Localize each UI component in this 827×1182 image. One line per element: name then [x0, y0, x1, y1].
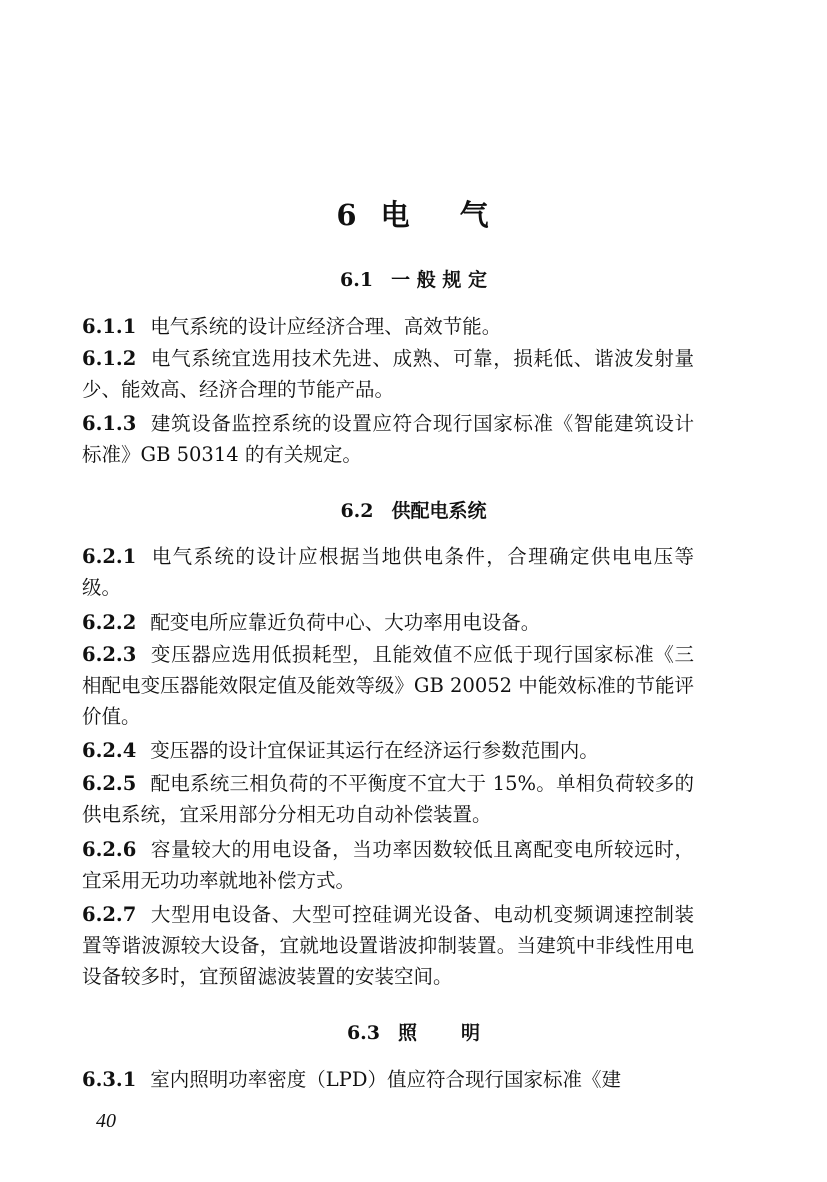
clause-6-1-1 [82, 311, 694, 342]
clause-number: 6.2.7 [82, 903, 137, 926]
clause-text: 电气系统的设计应根据当地供电条件，合理确定供电电压等级。 [82, 545, 694, 599]
section-title-word-2: 明 [461, 1022, 481, 1044]
clause-number: 6.2.5 [82, 772, 137, 795]
clause-number: 6.2.3 [82, 643, 137, 666]
chapter-title-word-1: 电 [380, 198, 412, 232]
section-title-word-1: 照 [398, 1022, 418, 1044]
section-6-3-heading [0, 1018, 827, 1045]
section-title-text: 一 般 规 定 [391, 269, 487, 291]
clause-number: 6.2.6 [82, 838, 137, 861]
clause-6-1-3 [82, 408, 694, 470]
clause-6-2-1 [82, 541, 694, 603]
clause-text: 变压器的设计宜保证其运行在经济运行参数范围内。 [150, 739, 599, 762]
clause-text: 大型用电设备、大型可控硅调光设备、电动机变频调速控制装置等谐波源较大设备，宜就地设置谐波抑制装置。当建筑中非线性用电设备较多时，宜预留滤波装置的安装空间。 [82, 903, 694, 988]
clause-text: 变压器应选用低损耗型，且能效值不应低于现行国家标准《三相配电变压器能效限定值及能效等级》GB 20052 中能效标准的节能评价值。 [82, 643, 694, 728]
page-number: 40 [96, 1110, 116, 1132]
clause-number: 6.1.2 [82, 347, 137, 370]
clause-number: 6.2.4 [82, 739, 137, 762]
chapter-title-word-2: 气 [459, 198, 491, 232]
section-6-2-heading [0, 496, 827, 523]
clause-6-2-7 [82, 899, 694, 992]
section-6-1-heading [0, 265, 827, 292]
clause-text: 建筑设备监控系统的设置应符合现行国家标准《智能建筑设计标准》GB 50314 的有关规定。 [82, 412, 694, 466]
clause-text: 电气系统宜选用技术先进、成熟、可靠，损耗低、谐波发射量少、能效高、经济合理的节能产品。 [82, 347, 694, 401]
clause-text: 配电系统三相负荷的不平衡度不宜大于 15%。单相负荷较多的供电系统，宜采用部分分相无功自动补偿装置。 [82, 772, 694, 826]
clause-number: 6.1.3 [82, 412, 137, 435]
clause-text: 电气系统的设计应经济合理、高效节能。 [150, 315, 502, 338]
clause-text: 配变电所应靠近负荷中心、大功率用电设备。 [150, 611, 541, 634]
chapter-number: 6 [336, 198, 359, 232]
section-number: 6.2 [340, 500, 374, 522]
chapter-title [0, 193, 827, 234]
clause-6-3-1 [82, 1064, 694, 1095]
section-number: 6.3 [346, 1022, 381, 1044]
clause-6-1-2 [82, 343, 694, 405]
clause-6-2-4 [82, 735, 694, 766]
clause-number: 6.3.1 [82, 1068, 137, 1091]
clause-6-2-5 [82, 768, 694, 830]
clause-number: 6.1.1 [82, 315, 137, 338]
clause-number: 6.2.1 [82, 545, 137, 568]
section-title-text: 供配电系统 [391, 500, 487, 522]
clause-text: 室内照明功率密度（LPD）值应符合现行国家标准《建 [150, 1068, 622, 1091]
clause-number: 6.2.2 [82, 611, 137, 634]
clause-6-2-6 [82, 834, 694, 896]
clause-text: 容量较大的用电设备，当功率因数较低且离配变电所较远时，宜采用无功功率就地补偿方式。 [82, 838, 694, 892]
clause-6-2-3 [82, 639, 694, 732]
section-number: 6.1 [340, 269, 374, 291]
clause-6-2-2 [82, 607, 694, 638]
